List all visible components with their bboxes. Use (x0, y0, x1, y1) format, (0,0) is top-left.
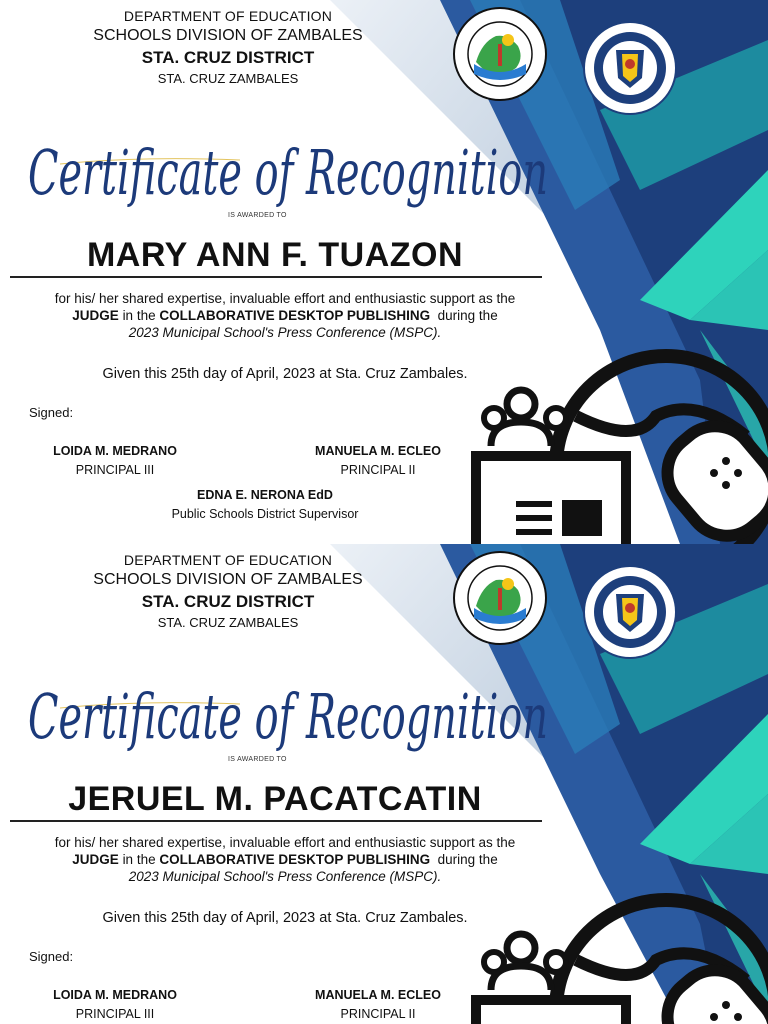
name-underline (10, 820, 542, 822)
signatory-position: PRINCIPAL III (75, 463, 155, 477)
certificate-title (20, 108, 580, 218)
awarded-to-label: IS AWARDED TO (228, 212, 287, 219)
signatory-name: EDNA E. NERONA EdD (197, 488, 333, 502)
district-name: STA. CRUZ DISTRICT (141, 592, 315, 611)
citation-line-2 (10, 307, 560, 324)
division-name: SCHOOLS DIVISION OF ZAMBALES (93, 27, 363, 44)
signatory-name: LOIDA M. MEDRANO (53, 988, 177, 1002)
citation-during: during the (437, 308, 498, 323)
department-name: DEPARTMENT OF EDUCATION (123, 8, 333, 24)
signatory-position: PRINCIPAL II (340, 1007, 416, 1021)
citation-line-2 (10, 851, 560, 868)
signed-label: Signed: (29, 405, 74, 420)
signatory-2 (300, 444, 456, 477)
citation-text (10, 290, 560, 341)
newspaper-icon (476, 1000, 626, 1024)
awarded-to-label: IS AWARDED TO (228, 756, 287, 763)
certificate-2 (0, 544, 768, 1024)
signatory-3 (150, 488, 380, 521)
signatory-position: Public Schools District Supervisor (171, 507, 359, 521)
citation-during: during the (437, 852, 498, 867)
division-seal-logo (452, 550, 548, 646)
citation-text (10, 834, 560, 885)
signatory-position: PRINCIPAL II (340, 463, 416, 477)
recipient-name: MARY ANN F. TUAZON (86, 236, 464, 274)
citation-line-3 (10, 868, 560, 885)
certificate-title-text: Certificate of Recognition (28, 136, 548, 209)
citation-line-1: for his/ her shared expertise, invaluable effort and enthusiastic support as the (54, 835, 516, 850)
citation-event: 2023 Municipal School's Press Conference (MSPC). (128, 325, 442, 340)
citation-category: COLLABORATIVE DESKTOP PUBLISHING (159, 308, 431, 323)
citation-in-the: in the (122, 308, 156, 323)
name-underline (10, 276, 542, 278)
signed-label: Signed: (29, 949, 74, 964)
given-date-text: Given this 25th day of April, 2023 at Sta. Cruz Zambales. (102, 366, 468, 382)
certificate-title-text: Certificate of Recognition (28, 680, 548, 753)
citation-category: COLLABORATIVE DESKTOP PUBLISHING (159, 852, 431, 867)
division-name: SCHOOLS DIVISION OF ZAMBALES (93, 571, 363, 588)
town-name: STA. CRUZ ZAMBALES (157, 71, 299, 86)
signatory-position: PRINCIPAL III (75, 1007, 155, 1021)
signatory-name: LOIDA M. MEDRANO (53, 444, 177, 458)
signatory-2 (300, 988, 456, 1021)
department-name: DEPARTMENT OF EDUCATION (123, 552, 333, 568)
citation-role: JUDGE (72, 308, 119, 323)
citation-in-the: in the (122, 852, 156, 867)
citation-line-3 (10, 324, 560, 341)
certificate-title (20, 652, 580, 762)
signatory-1 (40, 988, 190, 1021)
deped-seal-logo (582, 564, 678, 660)
town-name: STA. CRUZ ZAMBALES (157, 615, 299, 630)
letterhead (0, 8, 456, 86)
given-date-text: Given this 25th day of April, 2023 at Sta. Cruz Zambales. (102, 910, 468, 926)
signatory-name: MANUELA M. ECLEO (315, 444, 441, 458)
recipient-name: JERUEL M. PACATCATIN (68, 780, 482, 818)
division-seal-logo (452, 6, 548, 102)
deped-seal-logo (582, 20, 678, 116)
letterhead (0, 552, 456, 630)
press-conference-icon (466, 900, 768, 1024)
citation-line-1: for his/ her shared expertise, invaluable effort and enthusiastic support as the (54, 291, 516, 306)
citation-role: JUDGE (72, 852, 119, 867)
press-conference-icon (466, 356, 768, 544)
microphone-icon (651, 410, 768, 552)
citation-event: 2023 Municipal School's Press Conference (MSPC). (128, 869, 442, 884)
signatory-1 (40, 444, 190, 477)
district-name: STA. CRUZ DISTRICT (141, 48, 315, 67)
signatory-name: MANUELA M. ECLEO (315, 988, 441, 1002)
